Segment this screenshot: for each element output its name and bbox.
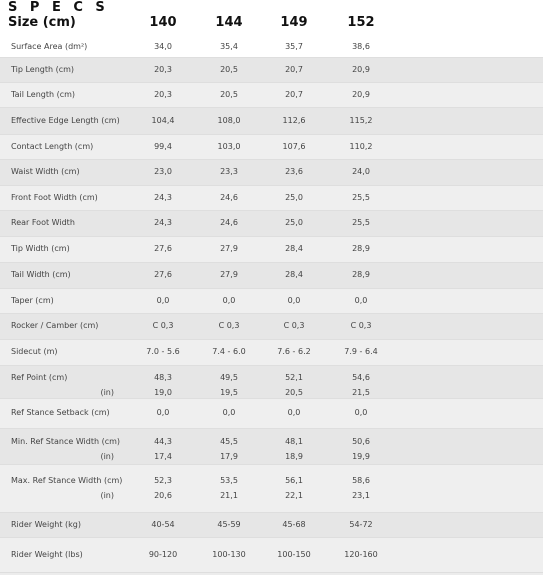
spec-row — [0, 513, 543, 538]
spec-value: C 0,3 — [350, 321, 372, 330]
spec-value: 27,6 — [154, 270, 172, 279]
spec-row — [0, 340, 543, 366]
spec-subvalue: 18,9 — [285, 452, 303, 461]
spec-label: Tip Width (cm) — [11, 244, 70, 253]
spec-value: 58,6 — [352, 476, 370, 485]
spec-value: 56,1 — [285, 476, 303, 485]
spec-value: 0,0 — [222, 408, 236, 417]
spec-subvalue: 20,5 — [285, 388, 303, 397]
specs-header — [0, 0, 543, 38]
spec-label: Tail Length (cm) — [11, 90, 76, 99]
spec-value: 44,3 — [154, 437, 172, 446]
spec-value: 20,3 — [154, 65, 172, 74]
spec-value: 25,0 — [285, 218, 303, 227]
spec-value: 23,0 — [154, 167, 172, 176]
spec-value: 28,9 — [352, 270, 370, 279]
spec-row — [0, 83, 543, 108]
spec-value: 90-120 — [148, 550, 178, 559]
spec-value: 7.0 - 5.6 — [146, 347, 180, 356]
spec-value: 24,3 — [154, 218, 172, 227]
spec-value: 7.4 - 6.0 — [212, 347, 246, 356]
spec-row — [0, 160, 543, 186]
spec-value: 49,5 — [220, 373, 238, 382]
spec-value: 34,0 — [154, 42, 172, 51]
spec-value: 103,0 — [217, 142, 241, 151]
spec-value: 40-54 — [151, 520, 175, 529]
spec-value: 0,0 — [354, 408, 368, 417]
spec-value: 48,1 — [285, 437, 303, 446]
spec-subvalue: 21,5 — [352, 388, 370, 397]
spec-value: 52,3 — [154, 476, 172, 485]
spec-label: Surface Area (dm²) — [11, 42, 88, 51]
spec-subvalue: 17,4 — [154, 452, 172, 461]
spec-row — [0, 135, 543, 160]
spec-label: Rocker / Camber (cm) — [11, 321, 99, 330]
spec-value: 107,6 — [282, 142, 306, 151]
spec-value: 54,6 — [352, 373, 370, 382]
spec-value: 0,0 — [287, 408, 301, 417]
spec-label: Tail Width (cm) — [11, 270, 71, 279]
spec-value: 24,6 — [220, 193, 238, 202]
spec-value: 0,0 — [222, 296, 236, 305]
spec-row — [0, 465, 543, 513]
specs-table — [0, 38, 543, 573]
spec-value: 45-59 — [217, 520, 241, 529]
spec-label: Effective Edge Length (cm) — [11, 116, 120, 125]
size-label: Size (cm) — [8, 15, 76, 30]
spec-row — [0, 108, 543, 135]
spec-value: 0,0 — [354, 296, 368, 305]
spec-label: Tip Length (cm) — [11, 65, 75, 74]
spec-row — [0, 38, 543, 58]
spec-subvalue: 23,1 — [352, 491, 370, 500]
spec-subvalue: 21,1 — [220, 491, 238, 500]
spec-subvalue: 22,1 — [285, 491, 303, 500]
spec-label: Rider Weight (lbs) — [11, 550, 83, 559]
spec-value: 0,0 — [156, 296, 170, 305]
spec-value: 24,3 — [154, 193, 172, 202]
spec-sublabel: (in) — [100, 491, 114, 500]
spec-row — [0, 237, 543, 263]
spec-value: 25,5 — [352, 218, 370, 227]
spec-row — [0, 58, 543, 83]
spec-row — [0, 186, 543, 211]
spec-value: 25,0 — [285, 193, 303, 202]
spec-value: 54-72 — [349, 520, 373, 529]
spec-value: C 0,3 — [283, 321, 305, 330]
spec-subvalue: 19,9 — [352, 452, 370, 461]
spec-value: 100-150 — [277, 550, 311, 559]
spec-value: 7.6 - 6.2 — [277, 347, 311, 356]
spec-value: 27,9 — [220, 270, 238, 279]
spec-row — [0, 429, 543, 465]
spec-value: 20,5 — [220, 90, 238, 99]
spec-row — [0, 289, 543, 314]
spec-value: 23,3 — [220, 167, 238, 176]
spec-sublabel: (in) — [100, 452, 114, 461]
size-140: 140 — [149, 15, 177, 30]
spec-label: Taper (cm) — [11, 296, 54, 305]
spec-row — [0, 366, 543, 399]
spec-value: 20,3 — [154, 90, 172, 99]
spec-value: 45,5 — [220, 437, 238, 446]
specs-title: S P E C S — [8, 0, 109, 15]
spec-value: C 0,3 — [218, 321, 240, 330]
spec-value: 52,1 — [285, 373, 303, 382]
spec-value: 28,4 — [285, 270, 303, 279]
spec-value: C 0,3 — [152, 321, 174, 330]
spec-subvalue: 17,9 — [220, 452, 238, 461]
spec-row — [0, 263, 543, 289]
spec-value: 53,5 — [220, 476, 238, 485]
spec-value: 110,2 — [349, 142, 373, 151]
spec-value: 20,9 — [352, 65, 370, 74]
spec-value: 7.9 - 6.4 — [344, 347, 378, 356]
spec-value: 112,6 — [282, 116, 306, 125]
spec-value: 0,0 — [287, 296, 301, 305]
spec-value: 100-130 — [212, 550, 246, 559]
spec-row — [0, 314, 543, 340]
spec-label: Front Foot Width (cm) — [11, 193, 98, 202]
spec-label: Ref Stance Setback (cm) — [11, 408, 110, 417]
size-152: 152 — [347, 15, 375, 30]
spec-value: 27,9 — [220, 244, 238, 253]
spec-subvalue: 20,6 — [154, 491, 172, 500]
spec-row — [0, 538, 543, 573]
spec-row — [0, 211, 543, 237]
spec-value: 104,4 — [151, 116, 175, 125]
spec-value: 38,6 — [352, 42, 370, 51]
spec-subvalue: 19,0 — [154, 388, 172, 397]
spec-label: Ref Point (cm) — [11, 373, 68, 382]
spec-value: 24,6 — [220, 218, 238, 227]
spec-label: Waist Width (cm) — [11, 167, 80, 176]
spec-value: 115,2 — [349, 116, 373, 125]
spec-value: 0,0 — [156, 408, 170, 417]
spec-value: 27,6 — [154, 244, 172, 253]
spec-value: 45-68 — [282, 520, 306, 529]
spec-value: 35,7 — [285, 42, 303, 51]
spec-value: 23,6 — [285, 167, 303, 176]
spec-subvalue: 19,5 — [220, 388, 238, 397]
spec-value: 20,7 — [285, 65, 303, 74]
spec-value: 120-160 — [344, 550, 378, 559]
size-144: 144 — [215, 15, 243, 30]
spec-label: Min. Ref Stance Width (cm) — [11, 437, 121, 446]
spec-value: 28,4 — [285, 244, 303, 253]
spec-sublabel: (in) — [100, 388, 114, 397]
spec-label: Rider Weight (kg) — [11, 520, 81, 529]
spec-value: 50,6 — [352, 437, 370, 446]
spec-value: 20,9 — [352, 90, 370, 99]
spec-value: 20,7 — [285, 90, 303, 99]
spec-value: 24,0 — [352, 167, 370, 176]
spec-value: 48,3 — [154, 373, 172, 382]
spec-value: 28,9 — [352, 244, 370, 253]
spec-value: 108,0 — [217, 116, 241, 125]
spec-value: 20,5 — [220, 65, 238, 74]
spec-value: 99,4 — [154, 142, 172, 151]
spec-value: 35,4 — [220, 42, 238, 51]
spec-row — [0, 399, 543, 429]
spec-label: Contact Length (cm) — [11, 142, 94, 151]
spec-label: Sidecut (m) — [11, 347, 58, 356]
spec-label: Max. Ref Stance Width (cm) — [11, 476, 123, 485]
spec-value: 25,5 — [352, 193, 370, 202]
spec-label: Rear Foot Width — [11, 218, 75, 227]
size-149: 149 — [280, 15, 308, 30]
